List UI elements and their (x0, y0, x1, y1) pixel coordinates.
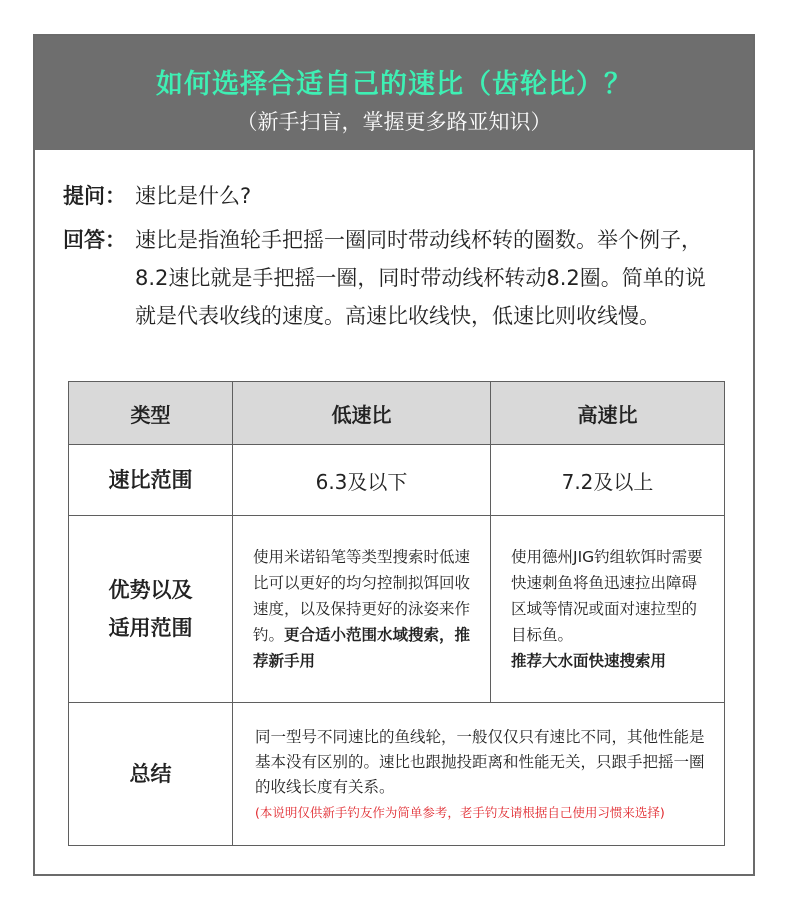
summary-text: 同一型号不同速比的鱼线轮，一般仅仅只有速比不同，其他性能是基本没有区别的。速比也跟抛投距离和性能无关，只跟手把摇一圈的收线长度有关系。 (255, 727, 705, 796)
advantage-label-line2: 适用范围 (108, 616, 193, 640)
summary-cell (233, 703, 725, 846)
header-high-ratio: 高速比 (491, 382, 725, 445)
range-high: 7.2及以上 (491, 445, 725, 516)
advantage-low-recommendation: 更合适小范围水域搜索，推荐新手用 (253, 626, 471, 670)
question-label: 提问： (63, 184, 126, 208)
table-header-row (69, 382, 725, 445)
comparison-table (68, 381, 725, 846)
advantage-high-text: 使用德州JIG钓组软饵时需要快速刺鱼将鱼迅速拉出障碍区域等情况或面对速拉型的目标鱼。 (511, 548, 703, 644)
summary-note: (本说明仅供新手钓友作为简单参考，老手钓友请根据自己使用习惯来选择) (255, 804, 665, 820)
header-low-ratio: 低速比 (233, 382, 491, 445)
question-row (63, 177, 725, 215)
range-label: 速比范围 (69, 445, 233, 516)
header-banner (35, 36, 753, 150)
range-low: 6.3及以下 (233, 445, 491, 516)
answer-label: 回答： (63, 228, 126, 252)
page-title: 如何选择合适自己的速比（齿轮比）？ (156, 69, 632, 100)
answer-text: 速比是指渔轮手把摇一圈同时带动线杯转的圈数。举个例子，8.2速比就是手把摇一圈，同时带动线杯转动8.2圈。简单的说就是代表收线的速度。高速比收线快，低速比则收线慢。 (135, 228, 706, 328)
summary-label: 总结 (69, 703, 233, 846)
header-type: 类型 (69, 382, 233, 445)
advantage-low (233, 516, 491, 703)
info-card (33, 34, 755, 876)
advantage-label-line1: 优势以及 (108, 578, 193, 602)
answer-row (63, 221, 725, 335)
table-row-advantage (69, 516, 725, 703)
advantage-high (491, 516, 725, 703)
advantage-low-text: 使用米诺铅笔等类型搜索时低速比可以更好的均匀控制拟饵回收速度，以及保持更好的泳姿来作钓。 (253, 548, 471, 644)
advantage-label (69, 516, 233, 703)
page-subtitle: （新手扫盲，掌握更多路亚知识） (236, 110, 552, 134)
question-text: 速比是什么? (135, 184, 252, 208)
advantage-high-recommendation: 推荐大水面快速搜索用 (511, 652, 667, 670)
table-row-range (69, 445, 725, 516)
table-row-summary (69, 703, 725, 846)
